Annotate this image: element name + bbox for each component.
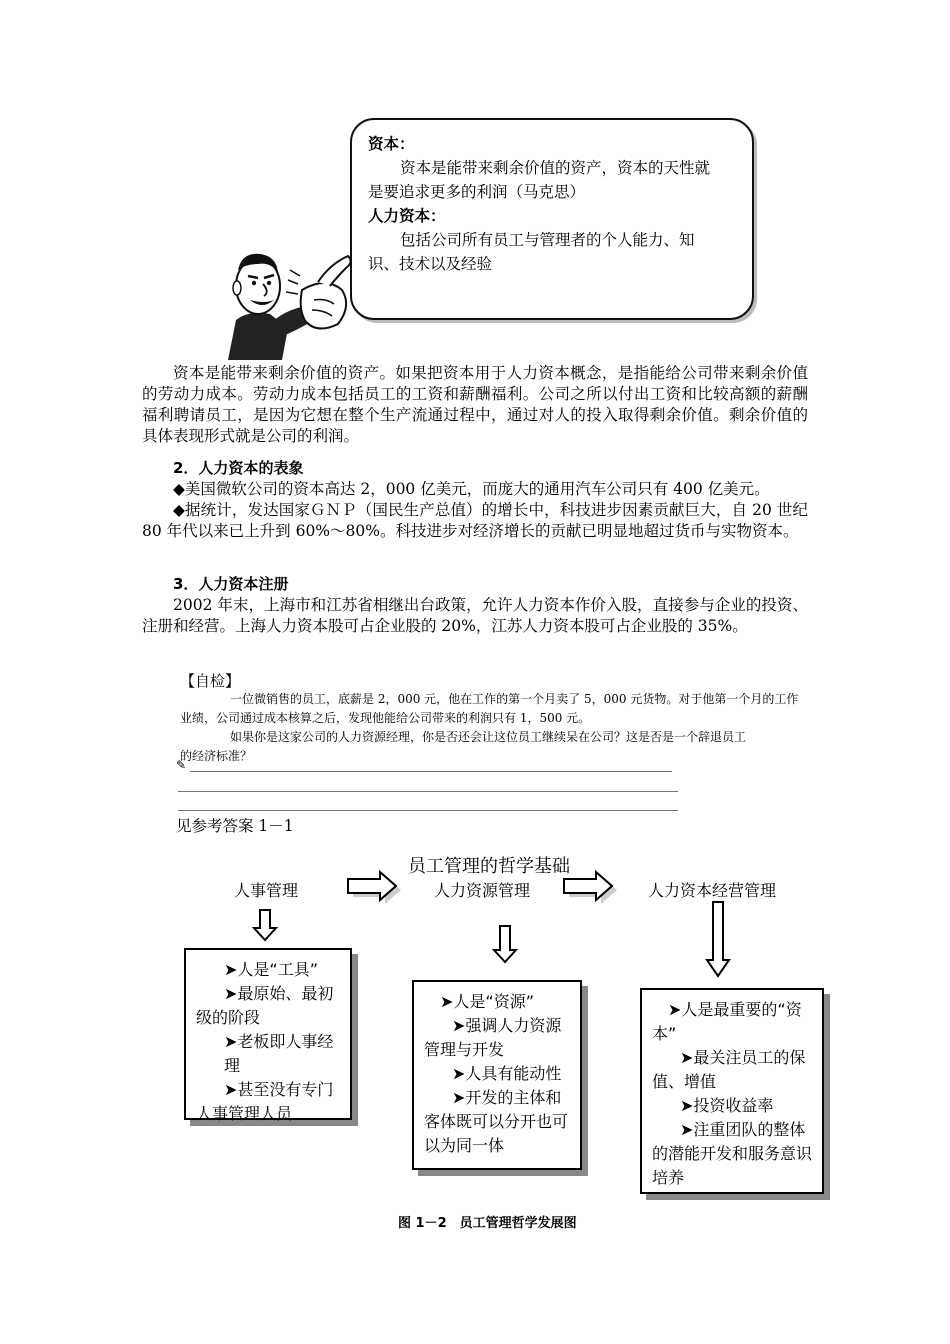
box-item: ➤最关注员工的保值、增值 [652,1048,806,1091]
human-capital-text-2: 识、技术以及经验 [368,255,493,273]
box-item: ➤人是“资源” [440,992,534,1011]
section-2-heading: 2．人力资本的表象 [173,459,304,477]
stage-hr-management: 人力资源管理 [434,881,531,900]
pencil-icon: ✎ [176,758,187,772]
diagram-title: 员工管理的哲学基础 [408,856,570,877]
down-arrow-icon [252,908,278,942]
right-arrow-icon [346,870,402,904]
capital-text-1: 资本是能带来剩余价值的资产，资本的天性就 [400,159,711,177]
stage-box-personnel [184,948,352,1123]
answer-line-3 [178,810,678,811]
down-arrow-icon [492,924,518,964]
box-item: ➤投资收益率 [680,1096,774,1115]
human-capital-heading: 人力资本： [368,207,446,225]
stage-box-human-capital [640,988,824,1194]
stage-personnel-management: 人事管理 [234,881,299,900]
section-2-bullet-2: ◆据统计，发达国家ＧＮＰ（国民生产总值）的增长中，科技进步因素贡献巨大，自 20 世纪 80 年代以来已上升到 60%～80%。科技进步对经济增长的贡献已明显地超过货币与实物资本。 [142,501,808,540]
human-capital-text-1: 包括公司所有员工与管理者的个人能力、知 [400,231,695,249]
box-item: ➤人具有能动性 [452,1064,562,1083]
down-arrow-icon [704,900,732,978]
box-item: ➤开发的主体和客体既可以分开也可以为同一体 [424,1088,569,1155]
capital-text-2: 是要追求更多的利润（马克思） [368,183,586,201]
figure-caption: 图 1－2 员工管理哲学发展图 [398,1216,577,1231]
section-3-heading: 3．人力资本注册 [173,575,289,593]
box-item: ➤老板即人事经理 [224,1032,334,1075]
box-item: ➤人是“工具” [224,960,318,979]
self-check-text-2: 如果你是这家公司的人力资源经理，你是否还会让这位员工继续呆在公司？这是否是一个辞退员工的经济标准？ [180,730,747,763]
section-3-text: 2002 年末，上海市和江苏省相继出台政策，允许人力资本作价入股，直接参与企业的投资、注册和经营。上海人力资本股可占企业股的 20%，江苏人力资本股可占企业股的 35%。 [142,596,808,635]
self-check-title: 【自检】 [180,672,241,690]
answer-line-1 [190,771,672,772]
capital-explanation-paragraph: 资本是能带来剩余价值的资产。如果把资本用于人力资本概念，是指能给公司带来剩余价值的劳动力成本。劳动力成本包括员工的工资和薪酬福利。公司之所以付出工资和比较高额的薪酬福利聘请员工，是因为它想在整个生产流通过程中，通过对人的投入取得剩余价值。剩余价值的具体表现形式就是公司的利润。 [142,364,808,445]
right-arrow-icon [562,870,618,904]
speech-bubble [350,118,754,320]
pointing-man-illustration [218,228,358,360]
box-item: ➤最原始、最初级的阶段 [196,984,334,1027]
box-item: ➤人是最重要的“资本” [652,1000,802,1043]
stage-human-capital-management: 人力资本经营管理 [648,881,777,900]
box-item: ➤甚至没有专门人事管理人员 [196,1080,334,1123]
capital-heading: 资本： [368,135,415,153]
section-2-bullet-1: ◆美国微软公司的资本高达 2，000 亿美元，而庞大的通用汽车公司只有 400 亿美元。 [173,480,770,498]
answer-reference: 见参考答案 1－1 [176,817,294,835]
box-item: ➤强调人力资源管理与开发 [424,1016,562,1059]
box-item: ➤注重团队的整体的潜能开发和服务意识培养 [652,1120,813,1187]
answer-line-2 [178,791,678,792]
stage-box-hr [412,980,582,1170]
self-check-text-1: 一位微销售的员工，底薪是 2，000 元，他在工作的第一个月卖了 5，000 元货物。对于他第一个月的工作业绩，公司通过成本核算之后，发现他能给公司带来的利润只有 1，500 元。 [180,692,799,725]
